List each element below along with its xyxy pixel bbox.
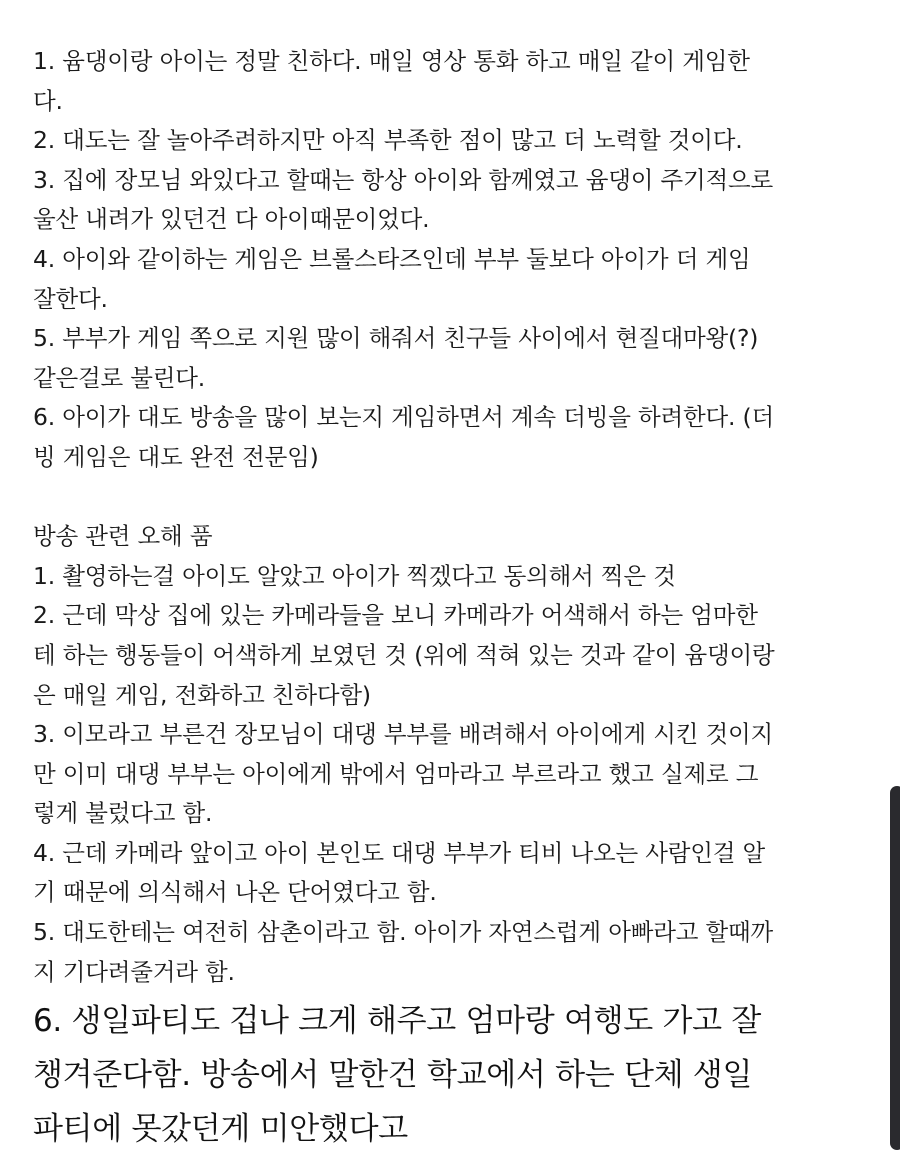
large-text-line: 챙겨준다함. 방송에서 말한건 학교에서 하는 단체 생일 [33,1057,753,1094]
text-line: 같은걸로 불린다. [33,363,206,392]
text-line: 만 이미 대댕 부부는 아이에게 밖에서 엄마라고 부르라고 했고 실제로 그 [33,759,759,788]
text-line: 3. 집에 장모님 와있다고 할때는 항상 아이와 함께였고 윰댕이 주기적으로 [33,165,773,194]
large-text-line: 파티에 못갔던게 미안했다고 [33,1111,408,1148]
text-line: 2. 근데 막상 집에 있는 카메라들을 보니 카메라가 어색해서 하는 엄마한 [33,601,758,630]
text-line: 3. 이모라고 부른건 장모님이 대댕 부부를 배려해서 아이에게 시킨 것이지 [33,720,773,749]
text-line: 6. 아이가 대도 방송을 많이 보는지 게임하면서 계속 더빙을 하려한다. (더 [33,403,774,432]
facts-list [33,42,869,478]
text-line: 기 때문에 의식해서 나온 단어였다고 함. [33,878,437,907]
text-line: 울산 내려가 있던건 다 아이때문이었다. [33,205,430,234]
text-line: 빙 게임은 대도 완전 전문임) [33,442,319,471]
text-line: 렇게 불렀다고 함. [33,799,213,828]
text-line: 5. 부부가 게임 쪽으로 지원 많이 해줘서 친구들 사이에서 현질대마왕(?) [33,324,759,353]
section-title: 방송 관련 오해 품 [33,522,213,551]
scrollbar-handle[interactable] [890,786,900,1150]
text-line: 4. 아이와 같이하는 게임은 브롤스타즈인데 부부 둘보다 아이가 더 게임 [33,244,751,273]
broadcast-misunderstanding-section [33,517,869,992]
text-line: 지 기다려줄거라 함. [33,957,235,986]
text-line: 4. 근데 카메라 앞이고 아이 본인도 대댕 부부가 티비 나오는 사람인걸 알 [33,838,766,867]
text-line: 1. 촬영하는걸 아이도 알았고 아이가 찍겠다고 동의해서 찍은 것 [33,561,676,590]
document-body [33,42,869,1156]
large-text-line: 6. 생일파티도 겁나 크게 해주고 엄마랑 여행도 가고 잘 [33,1003,761,1040]
text-line: 다. [33,86,63,115]
text-line: 1. 윰댕이랑 아이는 정말 친하다. 매일 영상 통화 하고 매일 같이 게임한 [33,47,750,75]
text-line: 2. 대도는 잘 놀아주려하지만 아직 부족한 점이 많고 더 노력할 것이다. [33,126,743,155]
text-line: 은 매일 게임, 전화하고 친하다함) [33,680,371,709]
text-line: 5. 대도한테는 여전히 삼촌이라고 함. 아이가 자연스럽게 아빠라고 할때까 [33,918,773,947]
text-line: 테 하는 행동들이 어색하게 보였던 것 (위에 적혀 있는 것과 같이 윰댕이랑 [33,640,775,669]
text-line: 잘한다. [33,284,108,313]
blank-line [33,478,869,518]
large-text-block [33,994,869,1156]
